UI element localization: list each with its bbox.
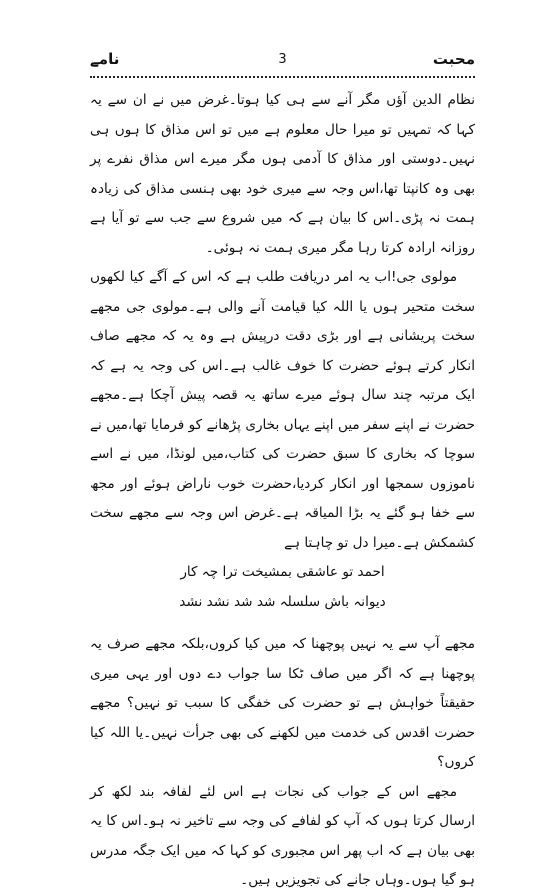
verse-line-2: دیوانہ باش سلسلہ شد شد نشد نشد (179, 593, 386, 610)
page-header (90, 50, 475, 74)
spacer (90, 617, 475, 630)
paragraph-3: مجھے آپ سے یہ نہیں پوچھنا کہ میں کیا کروں،بلکہ مجھے صرف یہ پوچھنا ہے کہ اگر میں صاف ٹکا سا جواب دے دوں اور یہی میری حقیقتاً خواہش ہے تو حضرت کی خفگی کا سبب تو نہیں؟ مجھے حضرت اقدس کی خدمت میں لکھنے کی بھی جرأت نہیں۔یا اللہ کیا کروں؟ (90, 636, 475, 770)
page-number: 3 (278, 52, 287, 67)
paragraph-4: مجھے اس کے جواب کی نجات ہے اس لئے لفافہ بند لکھ کر ارسال کرتا ہوں کہ آپ کو لفافے کی وجہ سے تاخیر نہ ہو۔اس کا یہ بھی بیان ہے کہ اب پھر اس مجبوری کو کہا کہ میں ایک جگہ مدرس ہو گیا ہوں۔وہاں جانے کی تجویزیں ہیں۔ (90, 783, 475, 888)
running-title-left: نامے (90, 50, 120, 68)
header-divider (90, 76, 475, 78)
paragraph-1: نظام الدین آؤں مگر آنے سے ہی کیا ہوتا۔غرض میں نے ان سے یہ کہا کہ تمہیں تو میرا حال معلوم ہے میں تو اس مذاق کا ہوں ہی نہیں۔دوستی اور مذاق کا آدمی ہوں مگر میرے اس مذاق نفرے پر بھی وہ کانپتا تھا،اس وجہ سے میری خود بھی ہنسی مذاق کی زیادہ ہمت نہ پڑی۔اس کا بیان ہے کہ میں شروع سے جب سے تو آیا ہے روزانہ ارادہ کرتا رہا مگر میری ہمت نہ ہوئی۔ (90, 92, 475, 256)
running-title-right: محبت (432, 50, 475, 68)
body-text (90, 86, 475, 896)
paragraph-2: مولوی جی!اب یہ امر دریافت طلب ہے کہ اس کے آگے کیا لکھوں سخت متحیر ہوں یا اللہ کیا قیامت آنے والی ہے۔مولوی جی مجھے سخت پریشانی ہے اور بڑی دقت درپیش ہے وہ یہ کہ مجھے صاف انکار کرتے ہوئے حضرت کا خوف غالب ہے۔اس کی وجہ یہ ہے کہ ایک مرتبہ چند سال ہوئے میرے ساتھ یہ قصہ پیش آچکا ہے۔مجھے حضرت نے اپنے سفر میں اپنے یہاں بخاری پڑھانے کو فرمایا تھا،میں نے سوچا کہ بخاری کا سبق حضرت کی کتاب،میں لونڈا، میں نے اسے ناموزوں سمجھا اور انکار کردیا،حضرت خوب ناراض ہوئے اور مجھ سے خفا ہو گئے یہ بڑا المیاقہ ہے۔غرض اس وجہ سے مجھے سخت کشمکش ہے۔میرا دل تو چاہتا ہے (90, 269, 475, 551)
verse-line-1: احمد تو عاشقی بمشیخت ترا چہ کار (180, 564, 385, 580)
